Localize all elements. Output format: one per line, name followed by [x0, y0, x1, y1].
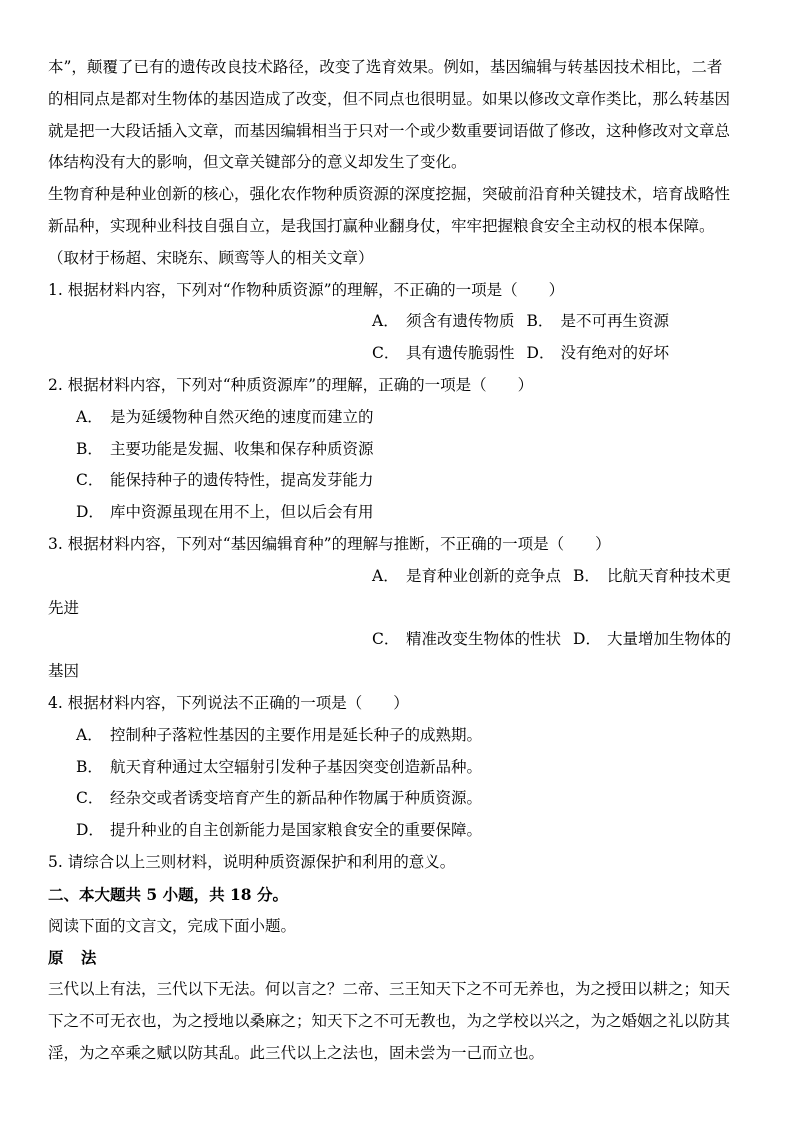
option-label: A．: [76, 725, 103, 744]
option-label: D．: [526, 344, 555, 363]
option-text: 能保持种子的遗传特性，提高发芽能力: [110, 471, 374, 490]
question-4-option-d: [48, 815, 748, 847]
text-line: 生物育种是种业创新的核心，强化农作物种质资源的深度挖掘，突破前沿育种关键技术，培育战略性: [48, 185, 731, 204]
document-page: [48, 52, 748, 1070]
option-label: A．: [372, 312, 399, 331]
option-label: D．: [76, 821, 104, 840]
option-b: 是不可再生资源: [560, 312, 670, 331]
option-text: 库中资源虽现在用不上，但以后会有用: [110, 503, 374, 522]
text-line: 本”，颠覆了已有的遗传改良技术路径，改变了选育效果。例如，基因编辑与转基因技术相比，二者: [48, 58, 723, 76]
classical-text-body: [48, 974, 748, 1069]
option-label: B．: [526, 312, 554, 331]
option-text: 航天育种通过太空辐射引发种子基因突变创造新品种。: [110, 757, 483, 776]
question-3-options-ab: [48, 561, 748, 593]
question-2-option-b: [48, 434, 748, 466]
option-text: 提升种业的自主创新能力是国家粮食安全的重要保障。: [110, 821, 483, 840]
option-a: 是育种业创新的竞争点: [406, 566, 562, 585]
text-line: 体结构没有大的影响，但文章关键部分的意义却发生了变化。: [48, 153, 467, 172]
option-c: 精准改变生物体的性状: [406, 630, 562, 649]
text-line: 淫，为之卒乘之赋以防其乱。此三代以上之法也，固未尝为一己而立也。: [48, 1043, 545, 1062]
option-label: B．: [573, 566, 600, 585]
question-2-option-a: [48, 402, 748, 434]
option-d: 没有绝对的好坏: [560, 344, 670, 363]
option-label: D．: [76, 503, 104, 522]
text-line: 就是把一大段话插入文章，而基因编辑相当于只对一个或少数重要词语做了修改，这种修改对文章总: [48, 121, 731, 140]
option-label: B．: [76, 439, 103, 458]
text-line: 新品种，实现种业科技自强自立，是我国打赢种业翻身仗，牢牢把握粮食安全主动权的根本保障。: [48, 216, 715, 235]
question-2-option-d: [48, 497, 748, 529]
option-c: 具有遗传脆弱性: [406, 344, 515, 363]
text-line: 下之不可无衣也，为之授地以桑麻之；知天下之不可无教也，为之学校以兴之，为之婚姻之礼以防其: [48, 1011, 731, 1030]
option-label: C．: [76, 789, 104, 808]
section-2-instruction: 阅读下面的文言文，完成下面小题。: [48, 916, 297, 935]
question-4-option-c: [48, 783, 748, 815]
question-5-stem: 5. 请综合以上三则材料，说明种质资源保护和利用的意义。: [48, 852, 456, 871]
question-1-options-ab: [48, 306, 748, 338]
option-text: 经杂交或者诱变培育产生的新品种作物属于种质资源。: [110, 789, 483, 808]
option-d-head: 大量增加生物体的: [607, 630, 732, 649]
option-text: 主要功能是发掘、收集和保存种质资源: [110, 439, 374, 458]
text-line: 的相同点是都对生物体的基因造成了改变，但不同点也很明显。如果以修改文章作类比，那么转基因: [48, 89, 731, 108]
classical-text-title: 原 法: [48, 948, 103, 968]
section-2-heading: 二、本大题共 5 小题，共 18 分。: [48, 884, 288, 904]
option-label: A．: [372, 566, 399, 585]
option-b-tail: 先进: [48, 598, 80, 617]
option-label: C．: [372, 630, 400, 649]
option-label: C．: [372, 344, 400, 363]
text-line: 三代以上有法，三代以下无法。何以言之？二帝、三王知天下之不可无养也，为之授田以耕之；知天: [48, 980, 731, 999]
question-2-option-c: [48, 465, 748, 497]
option-label: A．: [76, 407, 103, 426]
question-4-option-b: [48, 752, 748, 784]
question-2-stem: 2. 根据材料内容，下列对“种质资源库”的理解，正确的一项是（ ）: [48, 375, 534, 394]
question-1-options-cd: [48, 338, 748, 370]
option-b-head: 比航天育种技术更: [607, 566, 732, 585]
option-label: D．: [573, 630, 601, 649]
passage-paragraph-2: [48, 179, 748, 243]
option-label: C．: [76, 471, 104, 490]
question-3-options-cd: [48, 624, 748, 656]
question-3-stem: 3. 根据材料内容，下列对“基因编辑育种”的理解与推断，不正确的一项是（ ）: [48, 534, 611, 553]
option-text: 控制种子落粒性基因的主要作用是延长种子的成熟期。: [110, 725, 483, 744]
question-1-stem: 1. 根据材料内容，下列对“作物种质资源”的理解，不正确的一项是（ ）: [48, 280, 565, 299]
option-label: B．: [76, 757, 103, 776]
question-4-option-a: [48, 720, 748, 752]
option-d-tail: 基因: [48, 662, 80, 681]
passage-paragraph-1: [48, 52, 748, 179]
option-a: 须含有遗传物质: [406, 312, 515, 331]
option-text: 是为延缓物种自然灭绝的速度而建立的: [110, 407, 374, 426]
source-citation: （取材于杨超、宋晓东、顾鸾等人的相关文章）: [48, 248, 374, 267]
question-4-stem: 4. 根据材料内容，下列说法不正确的一项是（ ）: [48, 693, 409, 712]
